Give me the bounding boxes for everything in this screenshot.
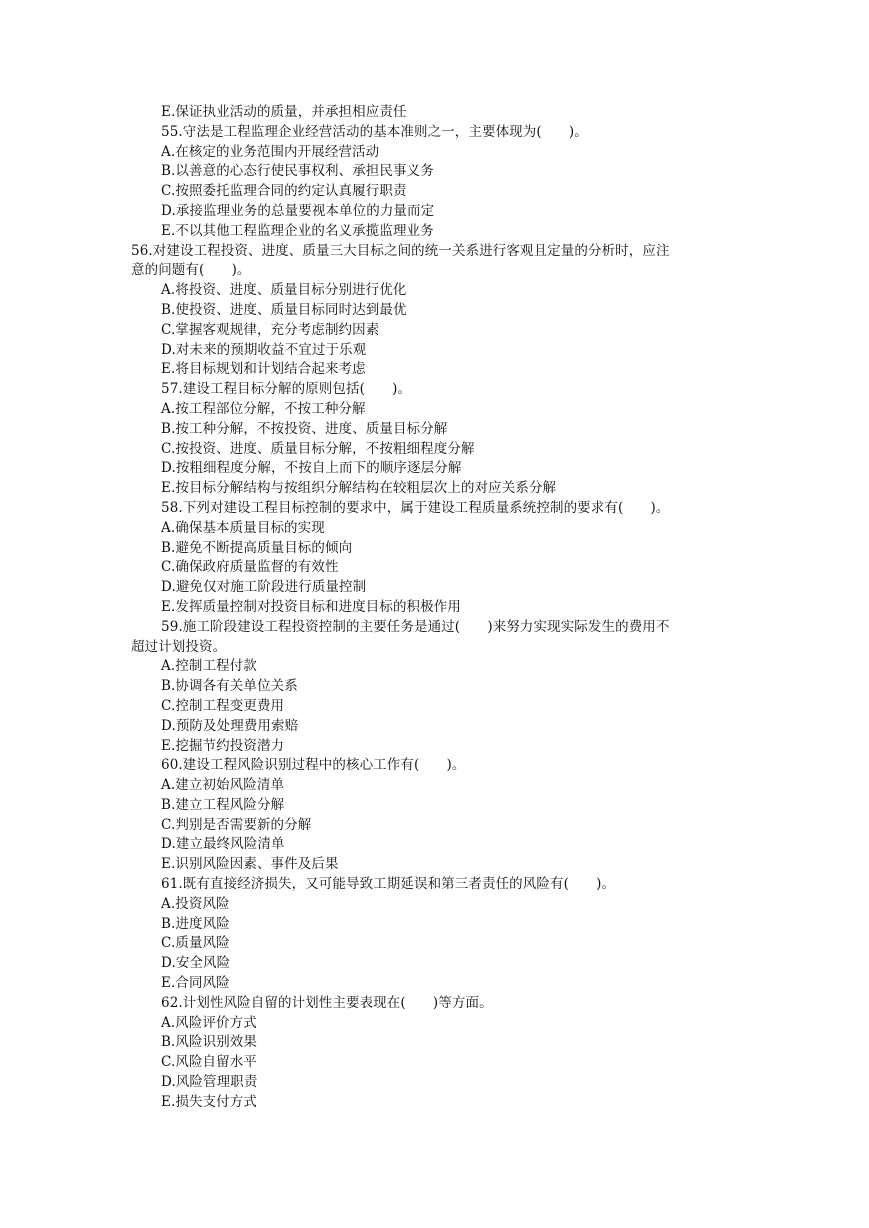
answer-option: D.避免仅对施工阶段进行质量控制 [161,579,367,596]
answer-option: E.识别风险因素、事件及后果 [161,856,339,873]
answer-option: B.按工种分解，不按投资、进度、质量目标分解 [161,420,448,437]
answer-option: E.发挥质量控制对投资目标和进度目标的积极作用 [161,598,461,615]
question-text: 57.建设工程目标分解的原则包括( )。 [161,381,412,398]
answer-option: C.判别是否需要新的分解 [161,816,312,833]
answer-option: C.控制工程变更费用 [161,697,285,714]
answer-option: E.保证执业活动的质量，并承担相应责任 [161,104,407,120]
answer-option: D.安全风险 [161,955,231,972]
answer-option: C.确保政府质量监督的有效性 [161,559,339,576]
question-text: 60.建设工程风险识别过程中的核心工作有( )。 [161,757,466,774]
answer-option: C.按投资、进度、质量目标分解，不按粗细程度分解 [161,440,475,457]
question-text: 58.下列对建设工程目标控制的要求中，属于建设工程质量系统控制的要求有( )。 [161,499,670,516]
question-text: 59.施工阶段建设工程投资控制的主要任务是通过( )来努力实现实际发生的费用不 [161,618,670,635]
answer-option: B.避免不断提高质量目标的倾向 [161,539,353,556]
answer-option: E.按目标分解结构与按组织分解结构在较粗层次上的对应关系分解 [161,480,557,497]
answer-option: A.投资风险 [161,895,230,912]
answer-option: B.进度风险 [161,915,230,932]
answer-option: C.风险自留水平 [161,1054,257,1071]
answer-option: E.将目标规划和计划结合起来考虑 [161,361,366,378]
answer-option: A.风险评价方式 [161,1014,257,1031]
answer-option: A.建立初始风险清单 [161,777,285,794]
answer-option: E.合同风险 [161,975,230,992]
answer-option: A.在核定的业务范围内开展经营活动 [161,143,380,160]
answer-option: E.损失支付方式 [161,1093,257,1110]
answer-option: D.按粗细程度分解，不按自上而下的顺序逐层分解 [161,460,462,477]
answer-option: C.掌握客观规律，充分考虑制约因素 [161,321,380,338]
answer-option: C.按照委托监理合同的约定认真履行职责 [161,183,407,200]
answer-option: A.确保基本质量目标的实现 [161,519,325,536]
question-text: 61.既有直接经济损失，又可能导致工期延误和第三者责任的风险有( )。 [161,876,616,893]
answer-option: B.建立工程风险分解 [161,796,285,813]
answer-option: B.以善意的心态行使民事权利、承担民事义务 [161,163,434,180]
document-page [0,103,869,1113]
question-text: 56.对建设工程投资、进度、质量三大目标之间的统一关系进行客观且定量的分析时，应注 [131,242,670,259]
answer-option: B.协调各有关单位关系 [161,678,298,695]
answer-option: A.按工程部位分解，不按工种分解 [161,400,366,417]
answer-option: A.控制工程付款 [161,658,257,675]
question-text: 55.守法是工程监理企业经营活动的基本准则之一，主要体现为( )。 [161,123,588,140]
answer-option: E.挖掘节约投资潜力 [161,737,285,754]
answer-option: D.对未来的预期收益不宜过于乐观 [161,341,367,358]
question-text: 超过计划投资。 [131,638,227,655]
answer-option: C.质量风险 [161,935,230,952]
answer-option: E.不以其他工程监理企业的名义承揽监理业务 [161,222,434,239]
answer-option: B.风险识别效果 [161,1034,258,1051]
answer-option: D.预防及处理费用索赔 [161,717,299,734]
question-text: 意的问题有( )。 [131,262,251,279]
question-text: 62.计划性风险自留的计划性主要表现在( )等方面。 [161,994,493,1011]
answer-option: B.使投资、进度、质量目标同时达到最优 [161,301,407,318]
answer-option: D.承接监理业务的总量要视本单位的力量而定 [161,202,435,219]
answer-option: D.风险管理职责 [161,1074,258,1091]
answer-option: D.建立最终风险清单 [161,836,285,853]
answer-option: A.将投资、进度、质量目标分别进行优化 [161,282,407,299]
